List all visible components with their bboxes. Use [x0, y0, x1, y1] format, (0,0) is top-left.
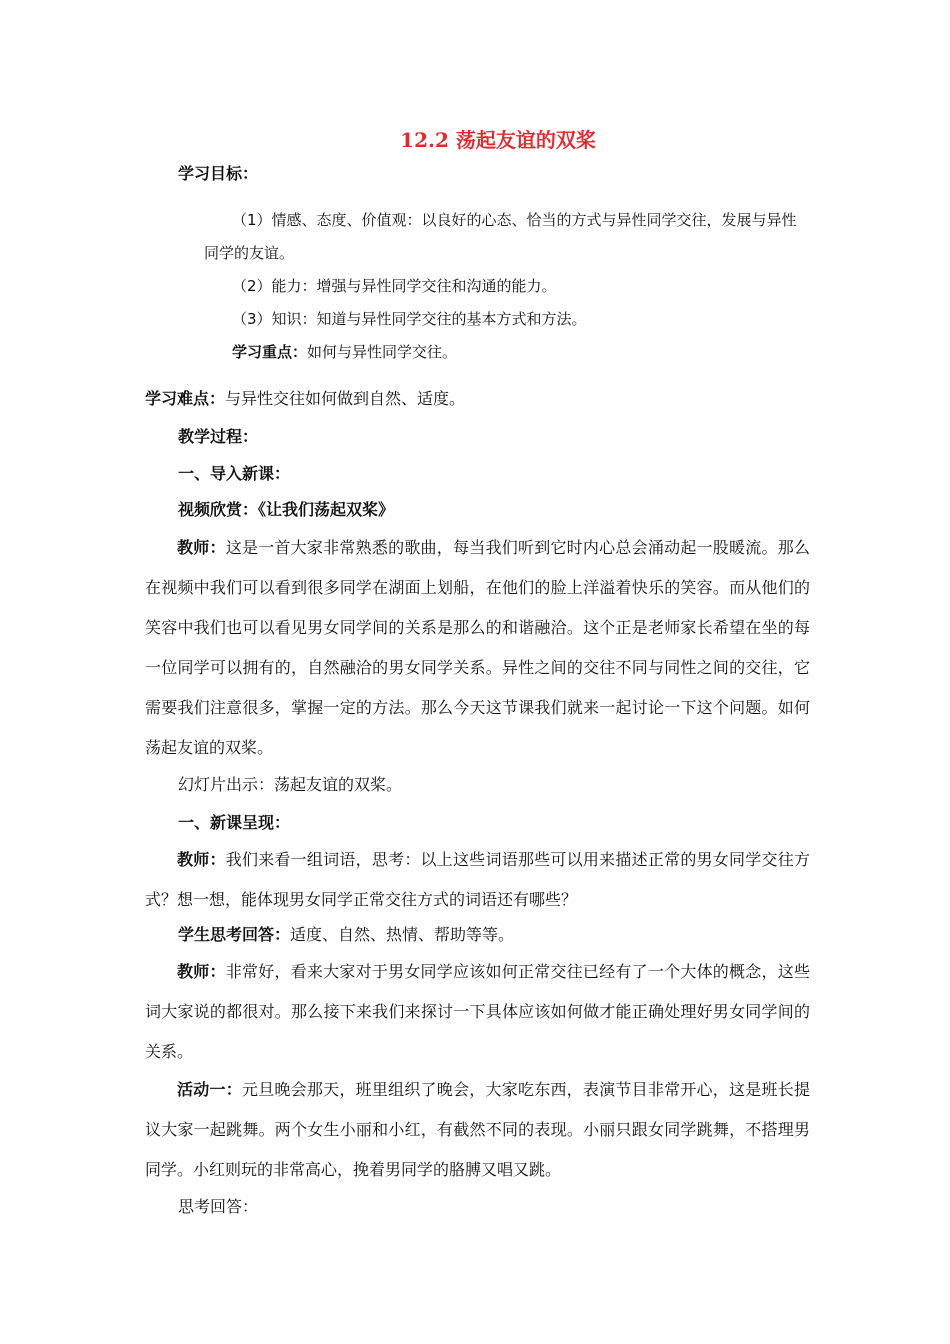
objective-item-1-continued: 同学的友谊。: [204, 244, 295, 262]
section-intro-heading: 一、导入新课：: [178, 464, 291, 483]
difficulty-text: 与异性交往如何做到自然、适度。: [225, 389, 466, 408]
teacher-paragraph-1: [145, 528, 810, 768]
teacher-text-3: 非常好，看来大家对于男女同学应该如何正常交往已经有了一个大体的概念，这些词大家说的都很对。那么接下来我们来探讨一下具体应该如何做才能正确处理好男女同学间的关系。: [145, 962, 810, 1061]
teacher-paragraph-2: [145, 840, 810, 920]
teacher-text-1: 这是一首大家非常熟悉的歌曲，每当我们听到它时内心总会涌动起一股暖流。那么在视频中我们可以看到很多同学在湖面上划船，在他们的脸上洋溢着快乐的笑容。而从他们的笑容中我们也可以看见男女同学间的关系是那么的和谐融洽。这个正是老师家长希望在坐的每一位同学可以拥有的，自然融洽的男女同学关系。异性之间的交往不同与同性之间的交往，它需要我们注意很多，掌握一定的方法。那么今天这节课我们就来一起讨论一下这个问题。如何荡起友谊的双桨。: [145, 538, 810, 757]
student-answer-line: [178, 924, 514, 946]
objective-item-3: （3）知识：知道与异性同学交往的基本方式和方法。: [232, 310, 587, 328]
think-answer-line: 思考回答：: [178, 1197, 259, 1216]
activity-label: 活动一：: [177, 1080, 242, 1099]
document-title: 12.2 荡起友谊的双桨: [400, 128, 596, 152]
teacher-label: 教师：: [177, 850, 226, 869]
student-text: 适度、自然、热情、帮助等等。: [290, 925, 515, 944]
activity-text: 元旦晚会那天，班里组织了晚会，大家吃东西，表演节目非常开心，这是班长提议大家一起跳舞。两个女生小丽和小红，有截然不同的表现。小丽只跟女同学跳舞，不搭理男同学。小红则玩的非常高心，挽着男同学的胳膊又唱又跳。: [145, 1080, 810, 1179]
slide-line: 幻灯片出示：荡起友谊的双桨。: [178, 775, 403, 794]
objectives-heading: 学习目标：: [178, 164, 259, 183]
student-label: 学生思考回答：: [178, 925, 291, 944]
video-line: [178, 499, 394, 521]
section-new-lesson-heading: 一、新课呈现：: [178, 813, 291, 832]
difficulty: [145, 388, 465, 410]
video-label: 视频欣赏：: [178, 500, 259, 519]
video-title: 《让我们荡起双桨》: [258, 500, 395, 519]
key-point-label: 学习重点：: [232, 343, 308, 361]
process-heading: 教学过程：: [178, 427, 259, 446]
key-point-text: 如何与异性同学交往。: [307, 343, 458, 361]
key-point: [232, 341, 457, 363]
objective-item-1: （1）情感、态度、价值观：以良好的心态、恰当的方式与异性同学交往，发展与异性: [232, 211, 797, 229]
teacher-paragraph-3: [145, 952, 810, 1072]
teacher-text-2: 我们来看一组词语，思考：以上这些词语那些可以用来描述正常的男女同学交往方式？想一想，能体现男女同学正常交往方式的词语还有哪些？: [145, 850, 810, 909]
difficulty-label: 学习难点：: [145, 389, 226, 408]
teacher-label: 教师：: [177, 962, 226, 981]
activity-paragraph: [145, 1070, 810, 1190]
objective-item-2: （2）能力：增强与异性同学交往和沟通的能力。: [232, 277, 557, 295]
teacher-label: 教师：: [177, 538, 226, 557]
